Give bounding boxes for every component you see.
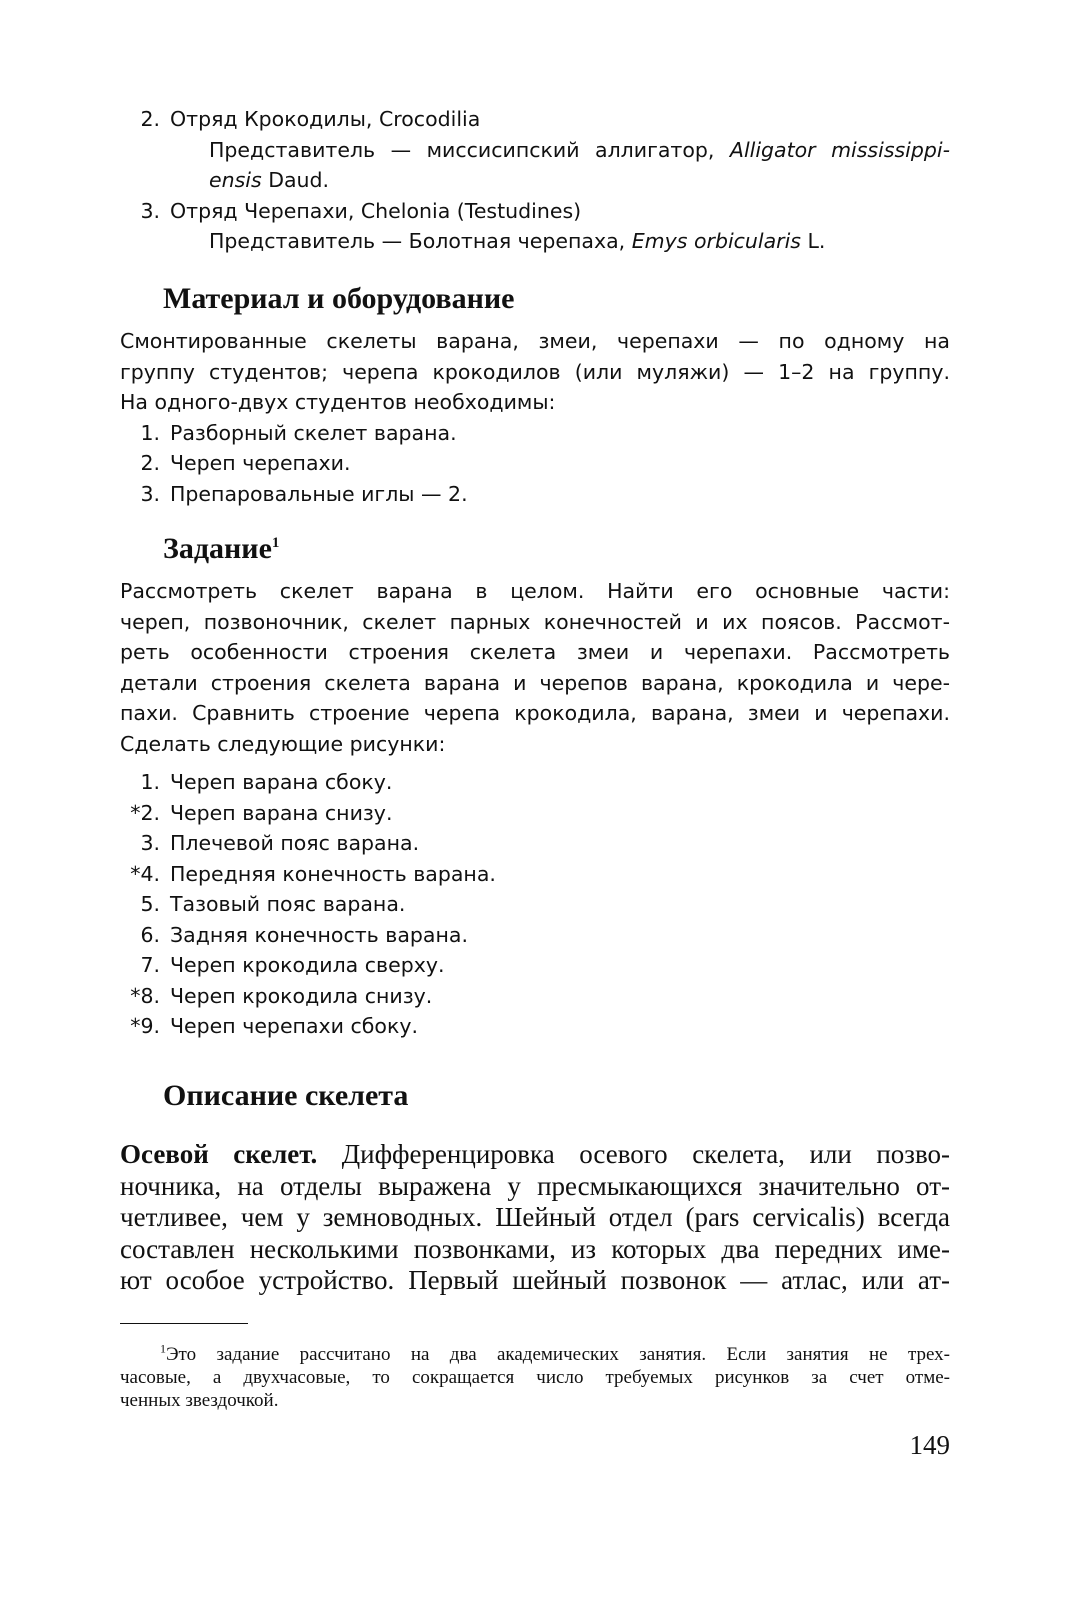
skeleton-heading: Описание скелета [163, 1079, 409, 1112]
footnote-divider [120, 1323, 248, 1324]
skeleton-text [120, 1139, 950, 1297]
drawings-list [120, 767, 950, 1042]
order-number: 3. [140, 198, 160, 223]
footnote-ref: 1 [271, 535, 280, 551]
list-item: 7. Череп крокодила сверху. [140, 953, 445, 977]
materials-text [120, 326, 950, 509]
list-item: 2. Череп черепахи. [140, 451, 351, 475]
order-title: Отряд Крокодилы, Crocodilia [170, 107, 481, 131]
footnote-line: часовые, а двухчасовые, то сокращается число требуемых рисунков за счет отме- [120, 1367, 950, 1388]
text-line: ют особое устройство. Первый шейный позвонок — атлас, или ат- [120, 1265, 950, 1295]
text-line: пахи. Сравнить строение черепа крокодила, варана, змеи и черепахи. [120, 701, 950, 725]
page-number: 149 [909, 1430, 950, 1460]
list-item: *9. Череп черепахи сбоку. [130, 1014, 418, 1038]
order-representative-cont: ensis Daud. [209, 168, 330, 192]
list-item: 5. Тазовый пояс варана. [140, 892, 406, 916]
order-number: 2. [140, 107, 160, 131]
materials-heading: Материал и оборудование [163, 282, 515, 315]
list-item: 1. Череп варана сбоку. [140, 770, 393, 794]
list-item: 3. Препаровальные иглы — 2. [140, 481, 468, 506]
lead-term: Осевой скелет. [120, 1139, 318, 1169]
text-line: Сделать следующие рисунки: [120, 731, 446, 756]
text-line: Смонтированные скелеты варана, змеи, черепахи — по одному на [120, 329, 950, 353]
text-line: ночника, на отделы выражена у пресмыкающихся значительно от- [120, 1170, 950, 1201]
text-line: На одного-двух студентов необходимы: [120, 390, 556, 414]
list-item: 6. Задняя конечность варана. [140, 922, 468, 947]
footnote-mark: 1 [160, 1341, 166, 1356]
orders-list [120, 104, 950, 257]
text-line: группу студентов; черепа крокодилов (или муляжи) — 1–2 на группу. [120, 359, 950, 384]
text-line: реть особенности строения скелета змеи и черепахи. Рассмотреть [120, 640, 950, 664]
text-line: детали строения скелета варана и черепов варана, крокодила и чере- [120, 670, 950, 695]
text-line: четливее, чем у земноводных. Шейный отдел (pars cervicalis) всегда [120, 1202, 950, 1232]
list-item: 1. Разборный скелет варана. [140, 420, 457, 445]
list-item: *8. Череп крокодила снизу. [130, 983, 433, 1008]
list-item: 3. Плечевой пояс варана. [140, 831, 420, 855]
footnote [120, 1343, 950, 1412]
order-title: Отряд Черепахи, Chelonia (Testudines) [170, 198, 582, 223]
list-item: *2. Череп варана снизу. [130, 800, 393, 825]
text-line: череп, позвоночник, скелет парных конечностей и их поясов. Рассмот- [120, 609, 950, 634]
list-item: *4. Передняя конечность варана. [130, 861, 496, 886]
footnote-line: ченных звездочкой. [120, 1390, 279, 1411]
footnote-line: $^1$Это задание рассчитано на два академических занятия. Если занятия не трех- [160, 1341, 950, 1365]
text-line: Рассмотреть скелет варана в целом. Найти его основные части: [120, 579, 950, 603]
order-item [120, 196, 950, 227]
task-text [120, 576, 950, 759]
order-representative: Представитель — Болотная черепаха, Emys orbicularis L. [209, 229, 826, 253]
text-line: составлен несколькими позвонками, из которых два передних име- [120, 1233, 950, 1264]
order-representative: Представитель — миссисипский аллигатор, Alligator mississippi- [209, 137, 950, 162]
task-heading: Задание$^1$ [163, 532, 280, 565]
text-line: Осевой скелет. Дифференцировка осевого скелета, или позво- [120, 1139, 951, 1169]
order-item [120, 104, 950, 135]
